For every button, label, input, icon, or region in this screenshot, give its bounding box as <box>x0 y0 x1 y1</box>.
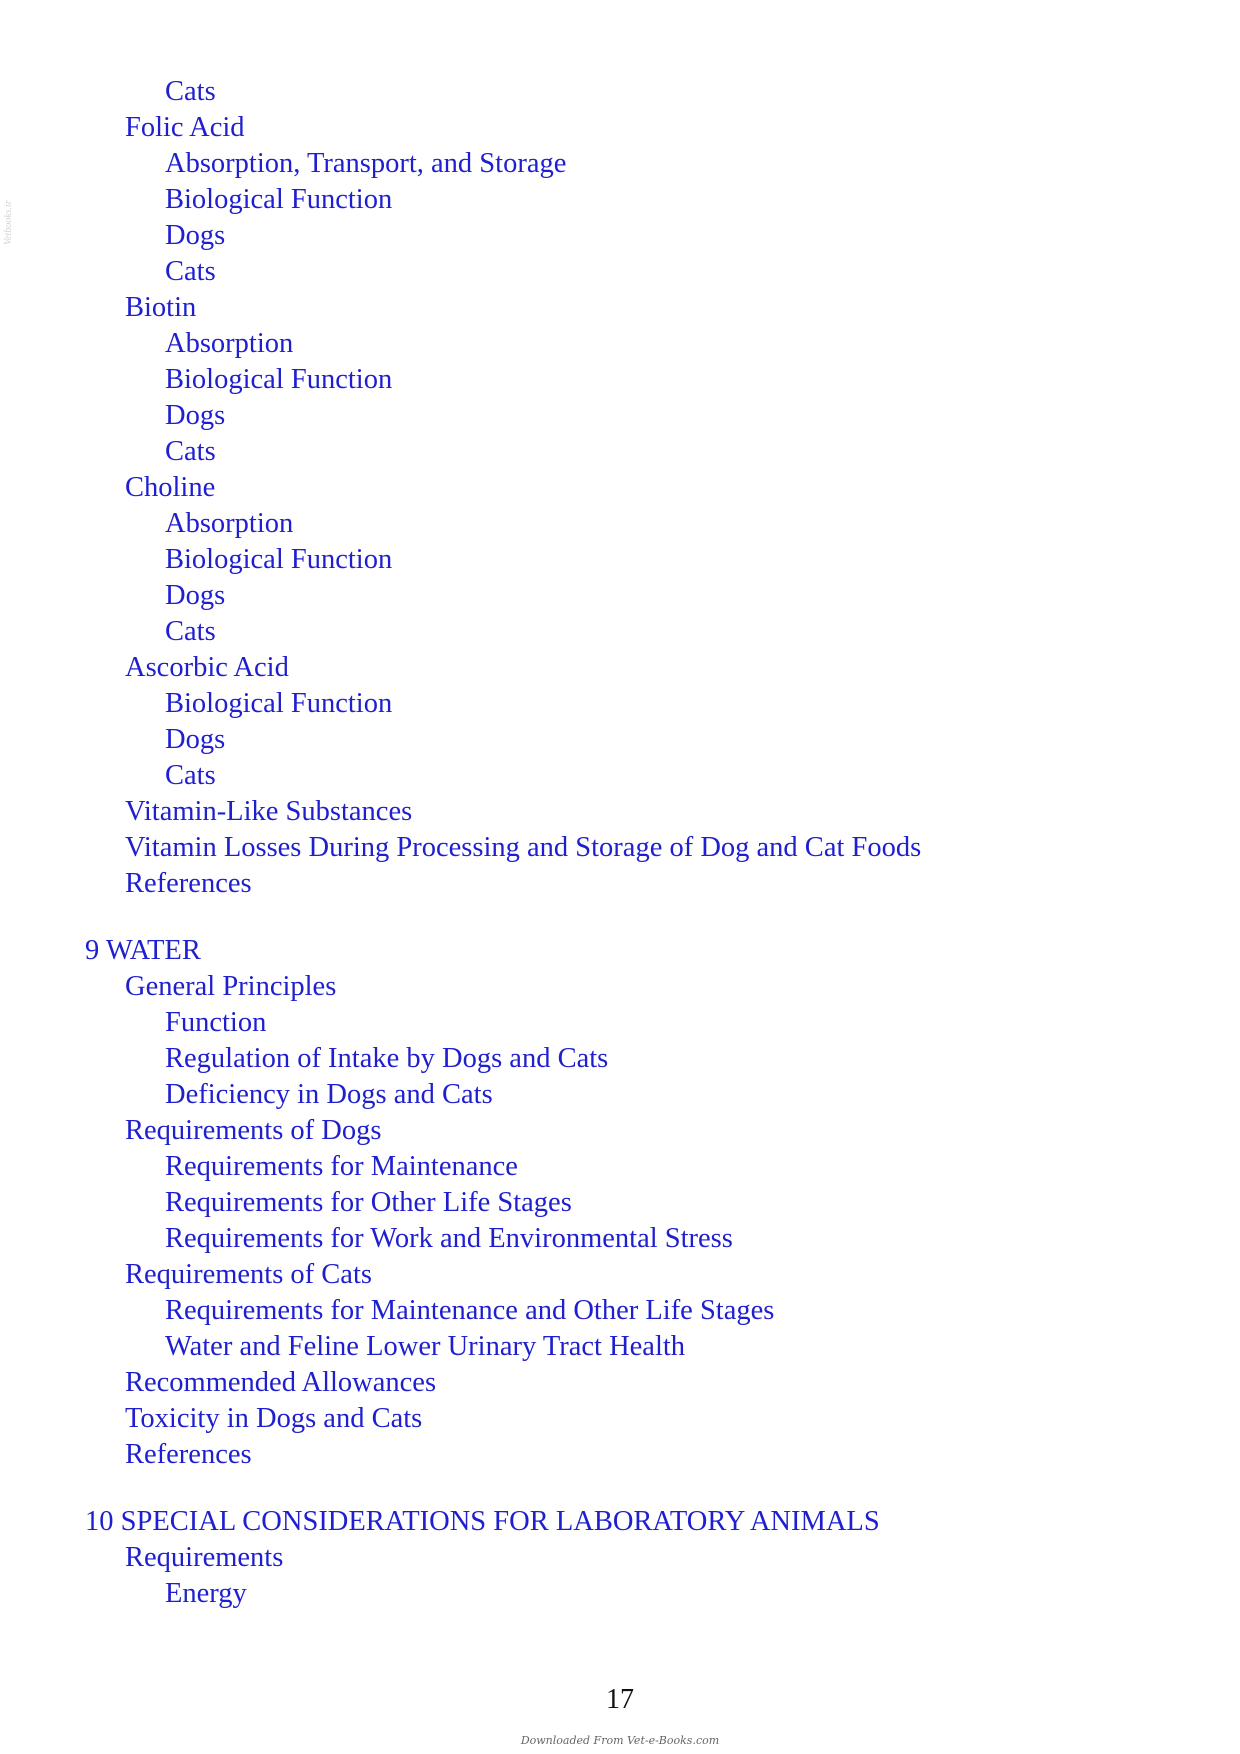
toc-subsection-link[interactable]: Cats <box>165 76 216 107</box>
page-number: 17 <box>606 1684 634 1715</box>
toc-subsection-link[interactable]: Absorption, Transport, and Storage <box>165 148 567 179</box>
toc-section-link[interactable]: Folic Acid <box>125 112 245 143</box>
toc-subsection-link[interactable]: Dogs <box>165 580 226 611</box>
toc-section-link[interactable]: Choline <box>125 472 216 503</box>
toc-section-link[interactable]: Requirements of Cats <box>125 1259 372 1290</box>
toc-subsection-link[interactable]: Cats <box>165 436 216 467</box>
footer-credit: Downloaded From Vet-e-Books.com <box>520 1734 720 1747</box>
toc-subsection-link[interactable]: Biological Function <box>165 544 393 575</box>
toc-section-link[interactable]: Requirements <box>125 1542 284 1573</box>
toc-section-link[interactable]: Vitamin-Like Substances <box>125 796 413 827</box>
toc-subsection-link[interactable]: Dogs <box>165 220 226 251</box>
toc-subsection-link[interactable]: Absorption <box>165 508 294 539</box>
toc-subsection-link[interactable]: Energy <box>165 1578 247 1609</box>
toc-section-link[interactable]: References <box>125 1439 252 1470</box>
toc-subsection-link[interactable]: Biological Function <box>165 184 393 215</box>
toc-subsection-link[interactable]: Cats <box>165 616 216 647</box>
toc-subsection-link[interactable]: Biological Function <box>165 364 393 395</box>
toc-subsection-link[interactable]: Cats <box>165 256 216 287</box>
toc-section-link[interactable]: Toxicity in Dogs and Cats <box>125 1403 423 1434</box>
toc-subsection-link[interactable]: Cats <box>165 760 216 791</box>
toc-section-link[interactable]: References <box>125 868 252 899</box>
toc-subsection-link[interactable]: Water and Feline Lower Urinary Tract Health <box>165 1331 686 1362</box>
toc-subsection-link[interactable]: Regulation of Intake by Dogs and Cats <box>165 1043 609 1074</box>
toc-subsection-link[interactable]: Requirements for Maintenance <box>165 1151 518 1182</box>
toc-subsection-link[interactable]: Requirements for Work and Environmental Stress <box>165 1223 733 1254</box>
toc-subsection-link[interactable]: Dogs <box>165 400 226 431</box>
toc-subsection-link[interactable]: Function <box>165 1007 267 1038</box>
toc-section-link[interactable]: Vitamin Losses During Processing and Storage of Dog and Cat Foods <box>125 832 922 863</box>
toc-subsection-link[interactable]: Dogs <box>165 724 226 755</box>
toc-subsection-link[interactable]: Biological Function <box>165 688 393 719</box>
toc-chapter-link[interactable]: 10 SPECIAL CONSIDERATIONS FOR LABORATORY ANIMALS <box>85 1506 880 1537</box>
toc-subsection-link[interactable]: Requirements for Maintenance and Other Life Stages <box>165 1295 775 1326</box>
watermark: Vetbooks.ir <box>3 200 14 245</box>
toc-section-link[interactable]: Ascorbic Acid <box>125 652 289 683</box>
toc-chapter-link[interactable]: 9 WATER <box>85 935 201 966</box>
toc-section-link[interactable]: Biotin <box>125 292 197 323</box>
toc-subsection-link[interactable]: Deficiency in Dogs and Cats <box>165 1079 493 1110</box>
toc-subsection-link[interactable]: Absorption <box>165 328 294 359</box>
toc-section-link[interactable]: Requirements of Dogs <box>125 1115 382 1146</box>
toc-subsection-link[interactable]: Requirements for Other Life Stages <box>165 1187 572 1218</box>
toc-section-link[interactable]: General Principles <box>125 971 337 1002</box>
table-of-contents <box>0 74 1240 1612</box>
toc-section-link[interactable]: Recommended Allowances <box>125 1367 437 1398</box>
